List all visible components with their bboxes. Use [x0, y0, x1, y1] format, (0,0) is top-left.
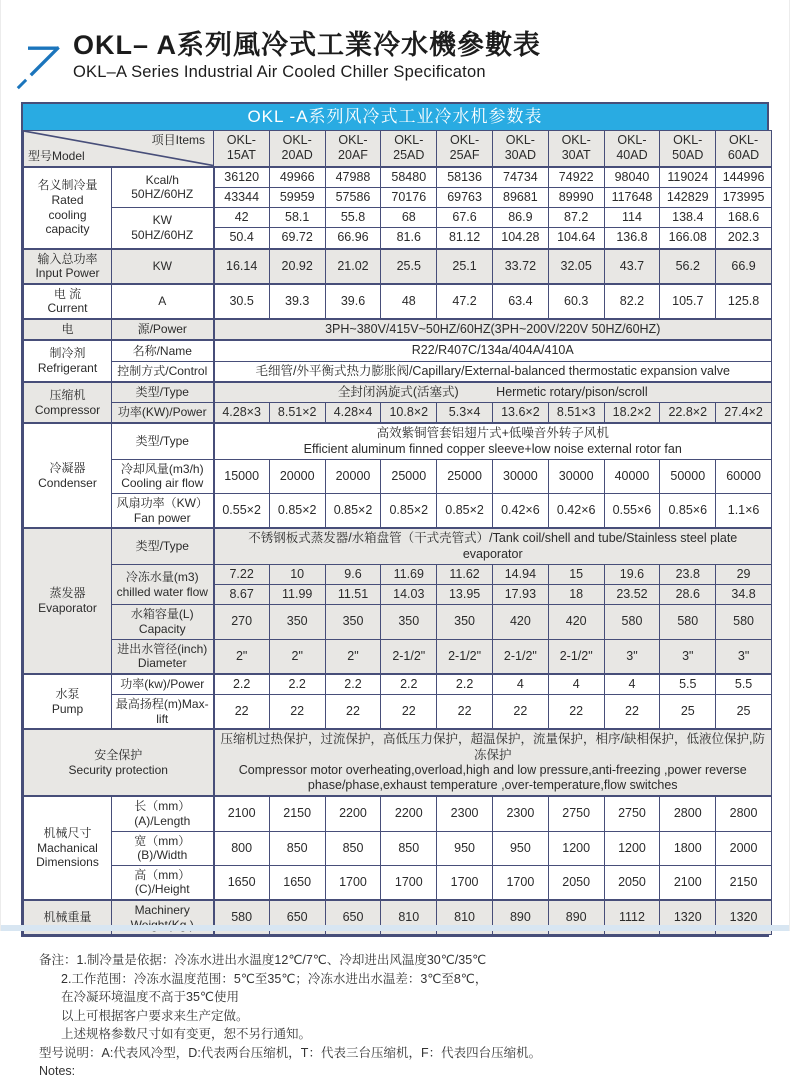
row-label: 机械重量	[24, 900, 112, 935]
value-cell: 22	[269, 695, 325, 730]
value-cell: 0.85×2	[381, 494, 437, 529]
value-cell: 25000	[437, 459, 493, 493]
value-cell: 4	[604, 674, 660, 695]
value-cell: 890	[492, 900, 548, 935]
value-cell: 950	[492, 831, 548, 865]
column-header-model: OKL- 30AD	[492, 131, 548, 167]
column-header-model: OKL- 25AF	[437, 131, 493, 167]
value-cell: 2.2	[214, 674, 270, 695]
value-cell: 34.8	[716, 585, 772, 605]
item-label: 功率(kw)/Power	[112, 674, 214, 695]
value-cell: 580	[716, 605, 772, 639]
row-label: 机械尺寸 Machanical Dimensions	[24, 796, 112, 900]
item-label: Machinery	[112, 900, 214, 935]
item-label: 冷却风量(m3/h) Cooling air flow	[112, 459, 214, 493]
value-cell: 30000	[492, 459, 548, 493]
value-cell: 30000	[548, 459, 604, 493]
value-cell: 89990	[548, 187, 604, 207]
row-label: 输入总功率 Input Power	[24, 249, 112, 284]
value-cell: 1200	[548, 831, 604, 865]
note-line: 以上可根据客户要求来生产定做。	[61, 1008, 249, 1023]
value-cell: 68	[381, 208, 437, 228]
value-cell: 1700	[381, 865, 437, 900]
value-cell: 1650	[214, 865, 270, 900]
value-cell: 14.94	[492, 564, 548, 584]
value-cell: 81.12	[437, 228, 493, 249]
value-cell: 420	[548, 605, 604, 639]
value-cell: 2"	[325, 639, 381, 674]
column-header-model: OKL- 15AT	[214, 131, 270, 167]
value-cell: 13.95	[437, 585, 493, 605]
value-cell: 69.72	[269, 228, 325, 249]
value-cell: 0.42×6	[548, 494, 604, 529]
value-cell: 33.72	[492, 249, 548, 284]
value-cell: 8.67	[214, 585, 270, 605]
item-label: 源/Power	[112, 319, 214, 340]
value-cell: 2150	[269, 796, 325, 831]
value-cell: 58.1	[269, 208, 325, 228]
page-title: OKL– A系列風冷式工業冷水機參數表	[73, 30, 542, 60]
value-cell: 810	[381, 900, 437, 935]
value-cell: 270	[214, 605, 270, 639]
note-line: 2.工作范围：冷冻水温度范围：5℃至35℃；冷冻水进出水温差：3℃至8℃，	[61, 971, 488, 986]
value-cell: 125.8	[716, 284, 772, 319]
value-cell: 47.2	[437, 284, 493, 319]
value-cell: 104.64	[548, 228, 604, 249]
corner-header-cell	[24, 131, 214, 167]
brand-arrow-icon	[15, 36, 67, 92]
span-value-cell: 高效紫铜管套铝翅片式+低噪音外转子风机 Efficient aluminum finned copper sleeve+low noise external rotor fan	[214, 423, 772, 459]
value-cell: 11.62	[437, 564, 493, 584]
value-cell: 60000	[716, 459, 772, 493]
value-cell: 20.92	[269, 249, 325, 284]
value-cell: 25.5	[381, 249, 437, 284]
value-cell: 2"	[214, 639, 270, 674]
value-cell: 650	[325, 900, 381, 935]
item-label: 风扇功率（KW） Fan power	[112, 494, 214, 529]
value-cell: 11.99	[269, 585, 325, 605]
row-label: 名义制冷量 Rated cooling capacity	[24, 167, 112, 249]
value-cell: 10	[269, 564, 325, 584]
value-cell: 0.85×6	[660, 494, 716, 529]
value-cell: 28.6	[660, 585, 716, 605]
value-cell: 43344	[214, 187, 270, 207]
value-cell: 43.7	[604, 249, 660, 284]
value-cell: 49966	[269, 167, 325, 188]
item-label: 长（mm）(A)/Length	[112, 796, 214, 831]
value-cell: 350	[437, 605, 493, 639]
value-cell: 69763	[437, 187, 493, 207]
value-cell: 2-1/2"	[492, 639, 548, 674]
value-cell: 650	[269, 900, 325, 935]
column-header-model: OKL- 20AF	[325, 131, 381, 167]
value-cell: 67.6	[437, 208, 493, 228]
value-cell: 142829	[660, 187, 716, 207]
value-cell: 81.6	[381, 228, 437, 249]
value-cell: 27.4×2	[716, 403, 772, 424]
item-label: 功率(KW)/Power	[112, 403, 214, 424]
row-label: 水泵 Pump	[24, 674, 112, 730]
value-cell: 98040	[604, 167, 660, 188]
column-header-model: OKL- 40AD	[604, 131, 660, 167]
value-cell: 0.55×2	[214, 494, 270, 529]
value-cell: 1700	[325, 865, 381, 900]
value-cell: 11.69	[381, 564, 437, 584]
value-cell: 50.4	[214, 228, 270, 249]
item-label: 最高扬程(m)Max-lift	[112, 695, 214, 730]
value-cell: 17.93	[492, 585, 548, 605]
value-cell: 580	[604, 605, 660, 639]
value-cell: 0.85×2	[325, 494, 381, 529]
value-cell: 2.2	[325, 674, 381, 695]
value-cell: 66.96	[325, 228, 381, 249]
value-cell: 2.2	[437, 674, 493, 695]
value-cell: 29	[716, 564, 772, 584]
value-cell: 173995	[716, 187, 772, 207]
value-cell: 15000	[214, 459, 270, 493]
value-cell: 350	[269, 605, 325, 639]
value-cell: 22.8×2	[660, 403, 716, 424]
value-cell: 104.28	[492, 228, 548, 249]
span-value-cell: 毛细管/外平衡式热力膨胀阀/Capillary/External-balanced thermostatic expansion valve	[214, 361, 772, 382]
value-cell: 11.51	[325, 585, 381, 605]
value-cell: 105.7	[660, 284, 716, 319]
value-cell: 66.9	[716, 249, 772, 284]
item-label: 控制方式/Control	[112, 361, 214, 382]
span-value-cell: 3PH~380V/415V~50HZ/60HZ(3PH~200V/220V 50HZ/60HZ)	[214, 319, 772, 340]
value-cell: 2050	[604, 865, 660, 900]
value-cell: 82.2	[604, 284, 660, 319]
value-cell: 136.8	[604, 228, 660, 249]
column-header-model: OKL- 25AD	[381, 131, 437, 167]
value-cell: 14.03	[381, 585, 437, 605]
value-cell: 144996	[716, 167, 772, 188]
value-cell: 168.6	[716, 208, 772, 228]
value-cell: 32.05	[548, 249, 604, 284]
value-cell: 47988	[325, 167, 381, 188]
value-cell: 166.08	[660, 228, 716, 249]
row-label: 电	[24, 319, 112, 340]
value-cell: 16.14	[214, 249, 270, 284]
value-cell: 5.3×4	[437, 403, 493, 424]
value-cell: 2800	[660, 796, 716, 831]
value-cell: 1320	[660, 900, 716, 935]
value-cell: 3"	[604, 639, 660, 674]
item-label: 类型/Type	[112, 382, 214, 403]
value-cell: 25.1	[437, 249, 493, 284]
item-label: 进出水管径(inch) Diameter	[112, 639, 214, 674]
value-cell: 20000	[269, 459, 325, 493]
value-cell: 0.85×2	[437, 494, 493, 529]
corner-model-label: 型号Model	[28, 148, 85, 163]
item-label: Kcal/h 50HZ/60HZ	[112, 167, 214, 208]
value-cell: 87.2	[548, 208, 604, 228]
value-cell: 2200	[381, 796, 437, 831]
value-cell: 21.02	[325, 249, 381, 284]
value-cell: 2750	[604, 796, 660, 831]
value-cell: 18.2×2	[604, 403, 660, 424]
notes-block	[39, 951, 789, 1081]
value-cell: 40000	[604, 459, 660, 493]
value-cell: 2100	[660, 865, 716, 900]
value-cell: 850	[325, 831, 381, 865]
note-line: 在冷凝环境温度不高于35℃使用	[61, 990, 239, 1005]
bottom-strip	[1, 925, 789, 931]
value-cell: 39.6	[325, 284, 381, 319]
spec-table-body	[24, 131, 772, 935]
value-cell: 5.5	[660, 674, 716, 695]
span-value-cell: 压缩机过热保护，过流保护，高低压力保护，超温保护，流量保护，相序/缺相保护，低液位保护,防冻保护 Compressor motor overheating,overload,high and low pressure,anti-freezing ,power reverse phase/phase,exhaust temperature ,over-temperature,flow switches	[214, 729, 772, 796]
row-label: 电 流 Current	[24, 284, 112, 319]
value-cell: 22	[437, 695, 493, 730]
value-cell: 2-1/2"	[437, 639, 493, 674]
value-cell: 850	[381, 831, 437, 865]
item-label: 宽（mm）(B)/Width	[112, 831, 214, 865]
value-cell: 22	[548, 695, 604, 730]
value-cell: 420	[492, 605, 548, 639]
note-line: Notes:	[39, 1064, 76, 1079]
value-cell: 23.8	[660, 564, 716, 584]
value-cell: 10.8×2	[381, 403, 437, 424]
value-cell: 58480	[381, 167, 437, 188]
spec-table-container	[21, 102, 769, 937]
value-cell: 2.2	[269, 674, 325, 695]
value-cell: 23.52	[604, 585, 660, 605]
value-cell: 25000	[381, 459, 437, 493]
value-cell: 70176	[381, 187, 437, 207]
value-cell: 4	[492, 674, 548, 695]
value-cell: 2-1/2"	[381, 639, 437, 674]
value-cell: 580	[214, 900, 270, 935]
value-cell: 30.5	[214, 284, 270, 319]
value-cell: 2750	[548, 796, 604, 831]
value-cell: 89681	[492, 187, 548, 207]
value-cell: 22	[604, 695, 660, 730]
value-cell: 18	[548, 585, 604, 605]
value-cell: 4.28×4	[325, 403, 381, 424]
value-cell: 114	[604, 208, 660, 228]
row-label: 蒸发器 Evaporator	[24, 528, 112, 674]
item-label: 类型/Type	[112, 528, 214, 564]
value-cell: 580	[660, 605, 716, 639]
value-cell: 2100	[214, 796, 270, 831]
value-cell: 2300	[492, 796, 548, 831]
item-label: KW	[112, 249, 214, 284]
value-cell: 350	[325, 605, 381, 639]
column-header-model: OKL- 20AD	[269, 131, 325, 167]
value-cell: 57586	[325, 187, 381, 207]
value-cell: 800	[214, 831, 270, 865]
row-label: 压缩机 Compressor	[24, 382, 112, 424]
value-cell: 22	[214, 695, 270, 730]
value-cell: 4.28×3	[214, 403, 270, 424]
value-cell: 1700	[437, 865, 493, 900]
value-cell: 1.1×6	[716, 494, 772, 529]
value-cell: 8.51×3	[548, 403, 604, 424]
note-line: 型号说明：A:代表风冷型，D:代表两台压缩机，T：代表三台压缩机，F：代表四台压缩机。	[39, 1045, 542, 1060]
value-cell: 42	[214, 208, 270, 228]
value-cell: 25	[660, 695, 716, 730]
value-cell: 60.3	[548, 284, 604, 319]
value-cell: 20000	[325, 459, 381, 493]
value-cell: 5.5	[716, 674, 772, 695]
value-cell: 22	[492, 695, 548, 730]
value-cell: 1112	[604, 900, 660, 935]
value-cell: 2050	[548, 865, 604, 900]
value-cell: 2150	[716, 865, 772, 900]
spec-table	[23, 130, 772, 935]
value-cell: 2"	[269, 639, 325, 674]
item-label: 水箱容量(L) Capacity	[112, 605, 214, 639]
value-cell: 19.6	[604, 564, 660, 584]
table-banner: OKL -A系列风冷式工业冷水机参数表	[23, 104, 767, 130]
item-label: 冷冻水量(m3) chilled water flow	[112, 564, 214, 605]
value-cell: 25	[716, 695, 772, 730]
value-cell: 63.4	[492, 284, 548, 319]
value-cell: 0.42×6	[492, 494, 548, 529]
span-value-cell: 全封闭涡旋式(活塞式) Hermetic rotary/pison/scroll	[214, 382, 772, 403]
value-cell: 950	[437, 831, 493, 865]
value-cell: 36120	[214, 167, 270, 188]
item-label: 名称/Name	[112, 340, 214, 361]
value-cell: 48	[381, 284, 437, 319]
value-cell: 39.3	[269, 284, 325, 319]
value-cell: 119024	[660, 167, 716, 188]
item-label: 高（mm）(C)/Height	[112, 865, 214, 900]
value-cell: 74734	[492, 167, 548, 188]
value-cell: 1800	[660, 831, 716, 865]
row-label: 冷凝器 Condenser	[24, 423, 112, 528]
value-cell: 0.85×2	[269, 494, 325, 529]
note-line: 备注：1.制冷量是依据：冷冻水进出水温度12℃/7℃、冷却进出风温度30℃/35℃	[39, 953, 487, 968]
value-cell: 850	[269, 831, 325, 865]
column-header-model: OKL- 60AD	[716, 131, 772, 167]
value-cell: 15	[548, 564, 604, 584]
value-cell: 2800	[716, 796, 772, 831]
value-cell: 74922	[548, 167, 604, 188]
value-cell: 4	[548, 674, 604, 695]
value-cell: 3"	[716, 639, 772, 674]
value-cell: 59959	[269, 187, 325, 207]
column-header-model: OKL- 50AD	[660, 131, 716, 167]
value-cell: 7.22	[214, 564, 270, 584]
page-subtitle: OKL–A Series Industrial Air Cooled Chiller Specificaton	[73, 63, 486, 82]
row-label: 制冷剂 Refrigerant	[24, 340, 112, 382]
item-label: A	[112, 284, 214, 319]
value-cell: 2.2	[381, 674, 437, 695]
value-cell: 58136	[437, 167, 493, 188]
value-cell: 1650	[269, 865, 325, 900]
value-cell: 8.51×2	[269, 403, 325, 424]
value-cell: 2300	[437, 796, 493, 831]
value-cell: 1200	[604, 831, 660, 865]
value-cell: 55.8	[325, 208, 381, 228]
value-cell: 350	[381, 605, 437, 639]
document-header	[1, 0, 789, 92]
corner-items-label: 项目Items	[151, 133, 205, 147]
column-header-model: OKL- 30AT	[548, 131, 604, 167]
value-cell: 3"	[660, 639, 716, 674]
span-value-cell: R22/R407C/134a/404A/410A	[214, 340, 772, 361]
value-cell: 138.4	[660, 208, 716, 228]
value-cell: 117648	[604, 187, 660, 207]
value-cell: 202.3	[716, 228, 772, 249]
note-line: 上述规格参数尺寸如有变更，恕不另行通知。	[61, 1027, 312, 1042]
value-cell: 0.55×6	[604, 494, 660, 529]
value-cell: 22	[325, 695, 381, 730]
value-cell: 2200	[325, 796, 381, 831]
value-cell: 1320	[716, 900, 772, 935]
value-cell: 1700	[492, 865, 548, 900]
value-cell: 86.9	[492, 208, 548, 228]
value-cell: 890	[548, 900, 604, 935]
value-cell: 810	[437, 900, 493, 935]
value-cell: 9.6	[325, 564, 381, 584]
row-label: 安全保护 Security protection	[24, 729, 214, 796]
value-cell: 13.6×2	[492, 403, 548, 424]
span-value-cell: 不锈钢板式蒸发器/水箱盘管（干式壳管式）/Tank coil/shell and tube/Stainless steel plate evaporator	[214, 528, 772, 564]
value-cell: 50000	[660, 459, 716, 493]
item-label: KW 50HZ/60HZ	[112, 208, 214, 249]
title-block	[67, 30, 541, 82]
value-cell: 22	[381, 695, 437, 730]
item-label: 类型/Type	[112, 423, 214, 459]
value-cell: 2-1/2"	[548, 639, 604, 674]
value-cell: 2000	[716, 831, 772, 865]
value-cell: 56.2	[660, 249, 716, 284]
